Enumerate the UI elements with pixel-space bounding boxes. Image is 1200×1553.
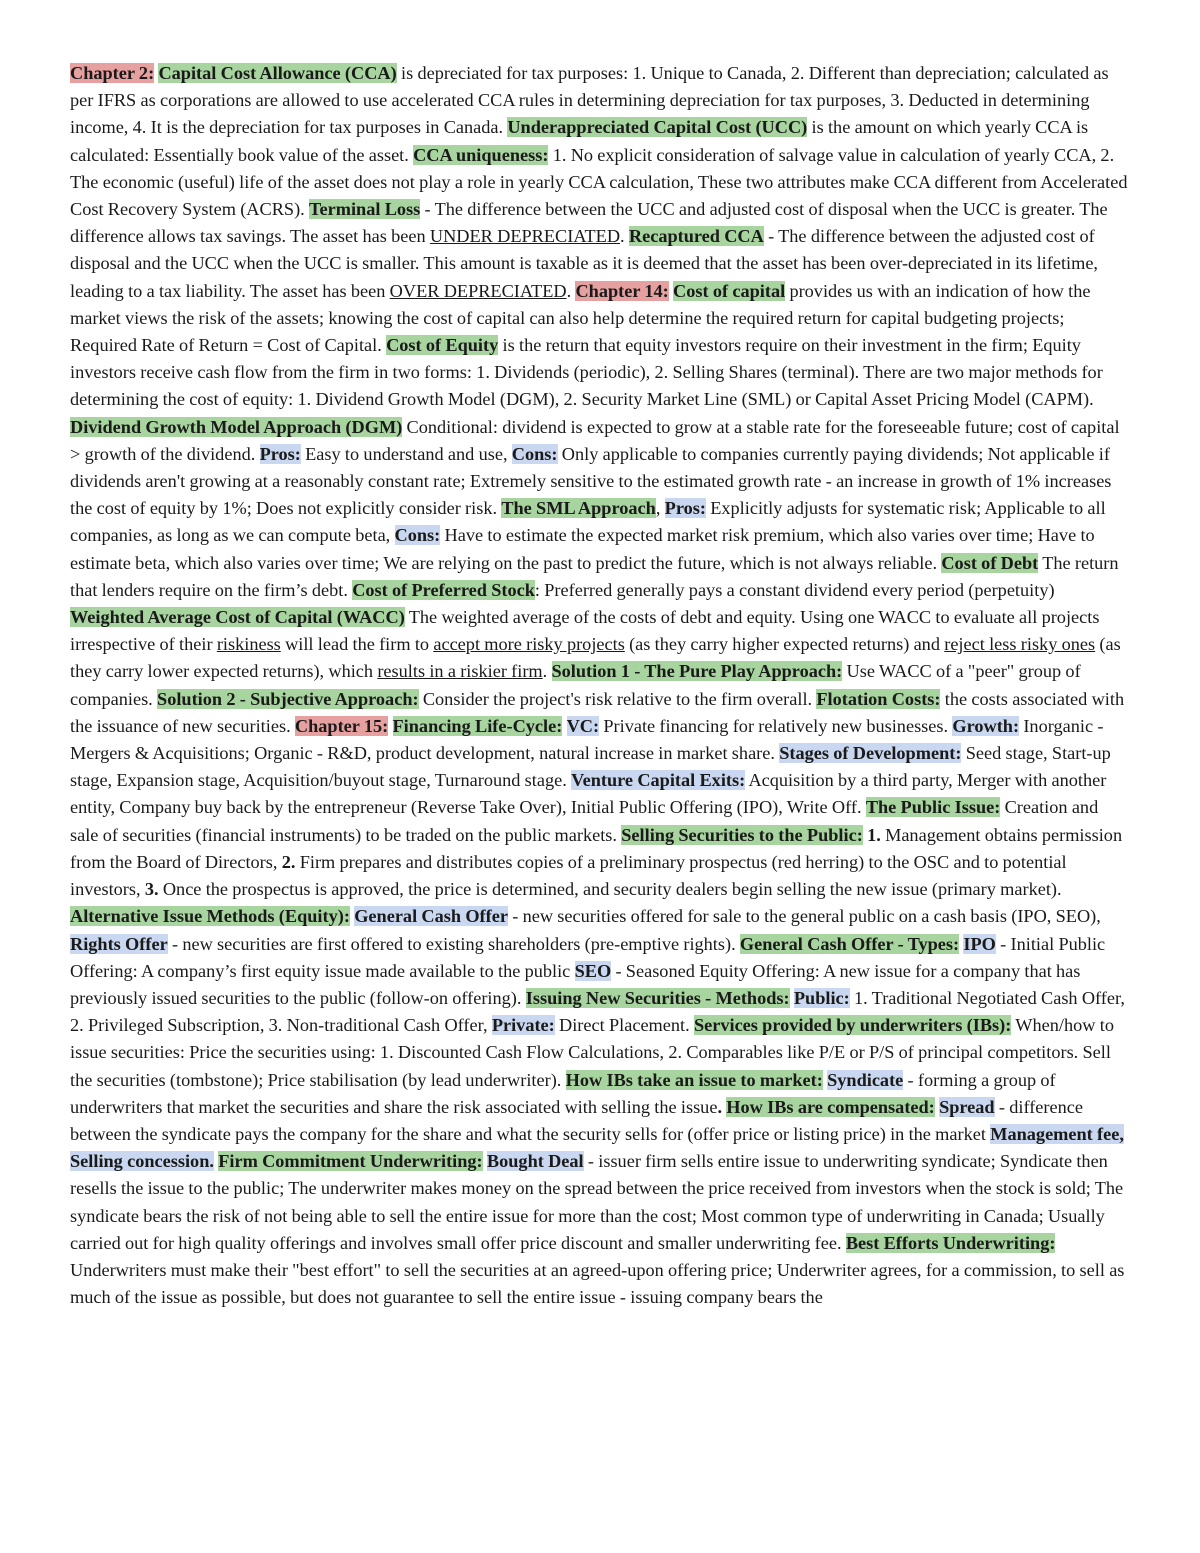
subterm-highlight: Growth: (952, 715, 1020, 736)
term-highlight: How IBs take an issue to market: (565, 1069, 823, 1090)
term-highlight: Dividend Growth Model Approach (DGM) (70, 416, 403, 437)
subterm-highlight: Bought Deal (486, 1151, 584, 1172)
term-highlight: Terminal Loss (309, 199, 421, 220)
body-text-run: is the amount on which yearly CCA is calculated: Essentially book value of the asset. (70, 117, 1089, 165)
chapter-heading: Chapter 15: (294, 715, 389, 736)
term-highlight: CCA uniqueness: (413, 144, 549, 165)
body-text-run: . (566, 280, 576, 301)
chapter-heading: Chapter 2: (70, 63, 155, 83)
subterm-highlight: Cons: (394, 525, 441, 546)
term-highlight: Cost of Preferred Stock (352, 579, 535, 600)
subterm-highlight: Pros: (259, 443, 301, 464)
body-text-run: The return that lenders require on the firm’s debt. (70, 552, 1119, 600)
underlined-text: riskiness (216, 634, 281, 655)
body-text-run: Only applicable to companies currently paying dividends; Not applicable if dividends aren't growing at a reasonably constant rate; Extremely sensitive to the estimated growth rate - an increase in growth of 1% increases the cost of equity by 1%; Does not explicitly consider risk. (70, 443, 1112, 519)
subterm-highlight: Management fee, Selling concession. (70, 1123, 1124, 1172)
term-highlight: Firm Commitment Underwriting: (218, 1151, 483, 1172)
subterm-highlight: SEO (574, 960, 612, 981)
body-text-run: Once the prospectus is approved, the price is determined, and security dealers begin selling the new issue (primary market). (158, 879, 1062, 900)
body-text-run: Have to estimate the expected market risk premium, which also varies over time; Have to estimate beta, which also varies over time; We are relying on the past to predict the future, which is not always reliable. (70, 525, 1095, 573)
underlined-text: OVER DEPRECIATED (389, 280, 567, 301)
term-highlight: Selling Securities to the Public: (621, 824, 863, 845)
term-highlight: Recaptured CCA (628, 226, 764, 247)
subterm-highlight: IPO (963, 933, 996, 954)
subterm-highlight: VC: (566, 715, 600, 736)
subterm-highlight: Cons: (511, 443, 558, 464)
body-text-run: 1. No explicit consideration of salvage value in calculation of yearly CCA, 2. The economic (useful) life of the asset does not play a role in yearly CCA calculation, These two attributes make CCA different from Accelerated Cost Recovery System (ACRS). (70, 144, 1128, 220)
body-text-run: - Initial Public Offering: A company’s first equity issue made available to the public (70, 933, 1106, 981)
bold-text: 2. (281, 851, 296, 872)
body-text-run: - new securities offered for sale to the general public on a cash basis (IPO, SEO), (507, 906, 1101, 927)
term-highlight: Alternative Issue Methods (Equity): (70, 906, 350, 927)
chapter-heading: Chapter 14: (575, 280, 669, 301)
term-highlight: Cost of Debt (941, 552, 1039, 573)
body-text-run: Conditional: dividend is expected to grow at a stable rate for the foreseeable future; cost of capital > growth of the dividend. (70, 416, 1120, 464)
term-highlight: Flotation Costs: (816, 688, 941, 709)
underlined-text: UNDER DEPRECIATED (429, 226, 621, 247)
body-text-run: Easy to understand and use, (300, 443, 512, 464)
subterm-highlight: Private: (491, 1015, 555, 1036)
term-highlight: Financing Life-Cycle: (392, 715, 563, 736)
body-text-run: 1. Traditional Negotiated Cash Offer, 2. Privileged Subscription, 3. Non-traditional Cash Offer, (70, 987, 1125, 1036)
body-text-run: Acquisition by a third party, Merger with another entity, Company buy back by the entrepreneur (Reverse Take Over), Initial Public Offering (IPO), Write Off. (70, 770, 1107, 818)
subterm-highlight: Stages of Development: (779, 743, 962, 764)
term-highlight: Cost of Equity (386, 335, 499, 356)
subterm-highlight: General Cash Offer (354, 906, 508, 927)
subterm-highlight: Syndicate (827, 1069, 904, 1090)
bold-text: 3. (144, 879, 159, 900)
subterm-highlight: Venture Capital Exits: (571, 770, 746, 791)
term-highlight: Best Efforts Underwriting: (845, 1232, 1056, 1253)
term-highlight: Capital Cost Allowance (CCA) (158, 63, 397, 83)
body-text-run: Management obtains permission from the Board of Directors, (70, 824, 1123, 872)
body-text-run: . (542, 661, 552, 682)
body-text-run: , (655, 498, 665, 519)
bold-text: . (717, 1096, 723, 1117)
body-text-run: Direct Placement. (554, 1015, 694, 1036)
term-highlight: Cost of capital (673, 280, 786, 301)
notes-paragraph (70, 60, 1130, 1311)
subterm-highlight: Spread (939, 1096, 995, 1117)
underlined-text: reject less risky ones (944, 634, 1096, 655)
body-text-run: Underwriters must make their "best effort" to sell the securities at an agreed-upon offering price; Underwriter agrees, for a commission, to sell as much of the issue as possible, but does not guarantee to sell the entire issue - issuing company bears the (70, 1259, 1125, 1308)
term-highlight: Weighted Average Cost of Capital (WACC) (70, 607, 405, 628)
body-text-run (388, 716, 392, 736)
body-text-run: - new securities are first offered to existing shareholders (pre-emptive rights). (167, 933, 740, 954)
body-text-run: Creation and sale of securities (financial instruments) to be traded on the public markets. (70, 797, 1099, 845)
term-highlight: The SML Approach (501, 498, 656, 519)
body-text-run: . (620, 226, 629, 247)
term-highlight: General Cash Offer - Types: (739, 933, 960, 954)
body-text-run: - The difference between the adjusted cost of disposal and the UCC when the UCC is smaller. This amount is taxable as it is deemed that the asset has been over-depreciated in its lifetime, leading to a tax liability. The asset has been (70, 226, 1099, 301)
bold-text: 1. (867, 824, 881, 845)
body-text-run: Seed stage, Start-up stage, Expansion stage, Acquisition/buyout stage, Turnaround stage. (70, 743, 1111, 791)
underlined-text: results in a riskier firm (377, 661, 543, 682)
term-highlight: Underappreciated Capital Cost (UCC) (507, 117, 808, 138)
body-text-run: (as they carry higher expected returns) and (624, 634, 945, 655)
body-text-run: the costs associated with the issuance of new securities. (70, 688, 1125, 736)
body-text-run: The weighted average of the costs of debt and equity. Using one WACC to evaluate all projects irrespective of their (70, 607, 1100, 655)
body-text-run: - forming a group of underwriters that market the securities and share the risk associated with selling the issue (70, 1069, 1056, 1117)
body-text-run: (as they carry lower expected returns), which (70, 634, 1121, 682)
subterm-highlight: Pros: (664, 498, 706, 519)
body-text-run: Firm prepares and distributes copies of a preliminary prospectus (red herring) to the OSC and to potential investors, (70, 851, 1067, 900)
body-text-run: is the return that equity investors require on their investment in the firm; Equity investors receive cash flow from the firm in two forms: 1. Dividends (periodic), 2. Selling Shares (terminal). There are two major methods for determining the cost of equity: 1. Dividend Growth Model (DGM), 2. Security Market Line (SML) or Capital Asset Pricing Model (CAPM). (70, 335, 1103, 410)
body-text-run: Use WACC of a "peer" group of companies. (70, 661, 1081, 709)
term-highlight: Issuing New Securities - Methods: (525, 987, 790, 1008)
body-text-run: provides us with an indication of how the market views the risk of the assets; knowing the cost of capital can also help determine the required return for capital budgeting projects; Required Rate of Return = Cost of Capital. (70, 280, 1091, 356)
body-text-run: - difference between the syndicate pays the company for the share and what the security sells for (offer price or listing price) in the market (70, 1096, 1083, 1144)
body-text-run: : Preferred generally pays a constant dividend every period (perpetuity) (534, 579, 1055, 600)
body-text-run: - Seasoned Equity Offering: A new issue for a company that has previously issued securities to the public (follow-on offering). (70, 960, 1081, 1008)
term-highlight: Solution 1 - The Pure Play Approach: (551, 661, 843, 682)
term-highlight: The Public Issue: (865, 797, 1001, 818)
body-text-run: Explicitly adjusts for systematic risk; Applicable to all companies, as long as we can compute beta, (70, 498, 1106, 546)
body-text-run: Consider the project's risk relative to the firm overall. (418, 688, 817, 709)
body-text-run: is depreciated for tax purposes: 1. Unique to Canada, 2. Different than depreciation; calculated as per IFRS as corporations are allowed to use accelerated CCA rules in determining depreciation for tax purposes, 3. Deducted in determining income, 4. It is the depreciation for tax purposes in Canada. (70, 63, 1109, 138)
term-highlight: How IBs are compensated: (726, 1096, 935, 1117)
body-text-run: - The difference between the UCC and adjusted cost of disposal when the UCC is greater. The difference allows tax savings. The asset has been (70, 199, 1108, 247)
body-text-run (562, 716, 566, 736)
body-text-run: will lead the firm to (280, 634, 434, 655)
subterm-highlight: Rights Offer (70, 933, 168, 954)
body-text-run: Inorganic - Mergers & Acquisitions; Organic - R&D, product development, natural increase in market share. (70, 715, 1104, 764)
term-highlight: Services provided by underwriters (IBs): (693, 1015, 1012, 1036)
subterm-highlight: Public: (793, 987, 850, 1008)
term-highlight: Solution 2 - Subjective Approach: (157, 688, 419, 709)
body-text-run: - issuer firm sells entire issue to underwriting syndicate; Syndicate then resells the issue to the public; The underwriter makes money on the spread between the price received from investors when the stock is sold; The syndicate bears the risk of not being able to sell the entire issue for more than the cost; Most common type of underwriting in Canada; Usually carried out for high quality offerings and involves small offer price discount and smaller underwriting fee. (70, 1151, 1124, 1253)
body-text-run: Private financing for relatively new businesses. (599, 715, 953, 736)
underlined-text: accept more risky projects (433, 634, 625, 655)
body-text-run: When/how to issue securities: Price the securities using: 1. Discounted Cash Flow Calculations, 2. Comparables like P/E or P/S of principal competitors. Sell the securities (tombstone); Price stabilisation (by lead underwriter). (70, 1015, 1114, 1090)
